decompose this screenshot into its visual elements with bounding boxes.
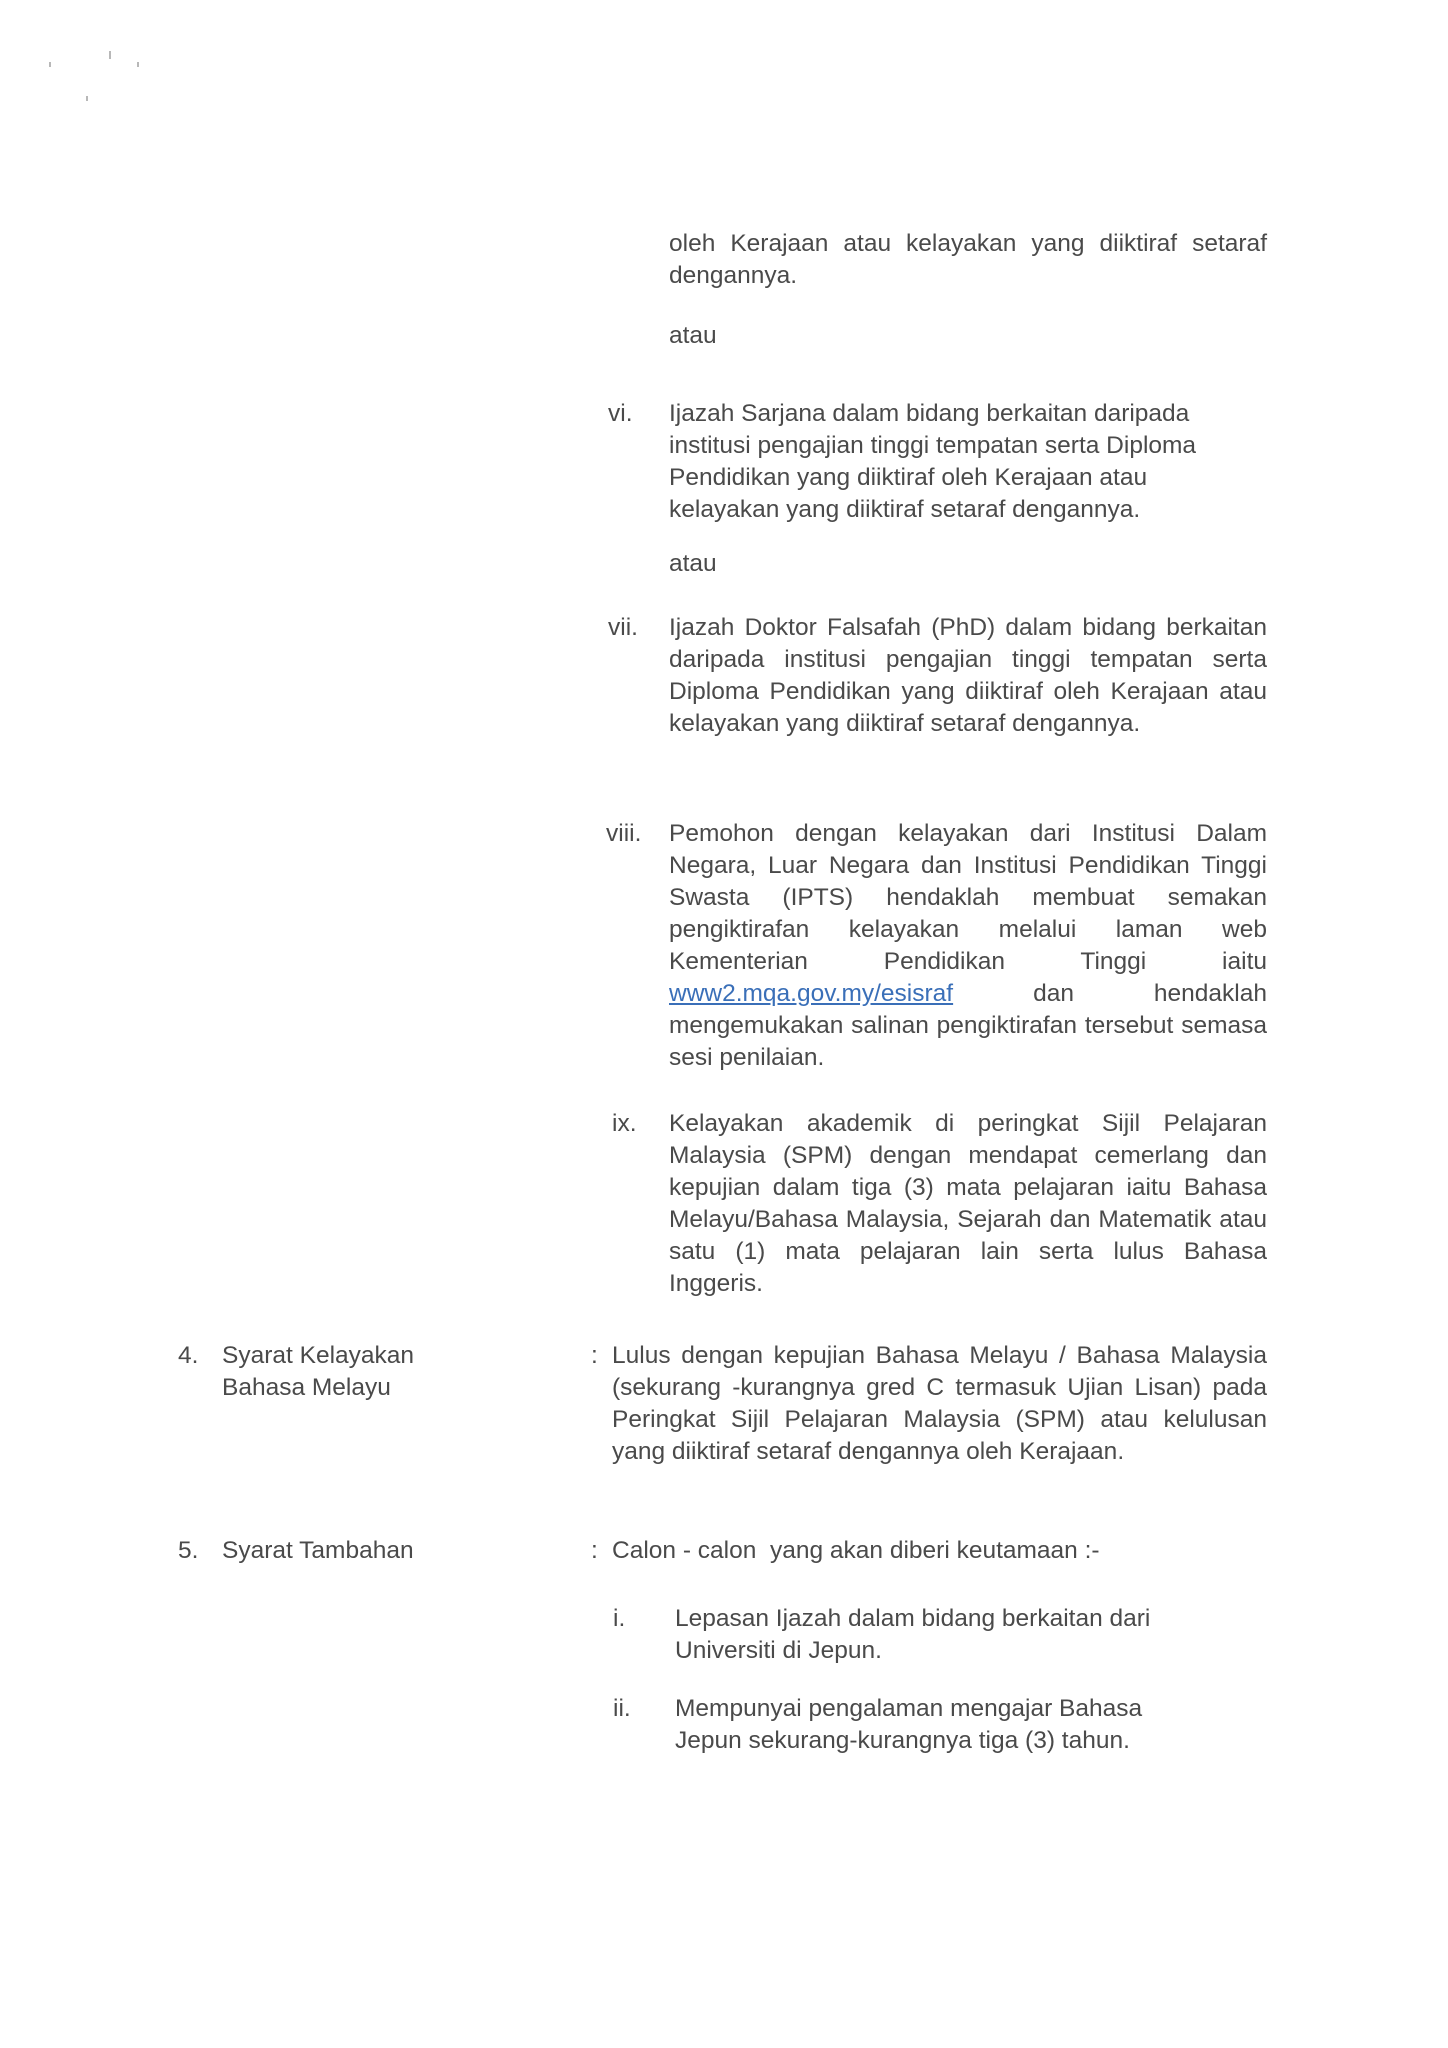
- section-5-item: [675, 1603, 1150, 1667]
- item-numeral-ix: ix.: [612, 1110, 637, 1137]
- section-4-text: Lulus dengan kepujian Bahasa Melayu / Bahasa Malaysia (sekurang -kurangnya gred C termasuk Ujian Lisan) pada Peringkat Sijil Pelajaran Malaysia (SPM) atau kelulusan yang diiktiraf setaraf dengannya oleh Kerajaan.: [612, 1342, 1267, 1465]
- section-5-item-numeral: ii.: [613, 1695, 631, 1722]
- section-4-label: [222, 1340, 562, 1404]
- item-numeral-vi: vi.: [608, 400, 633, 427]
- section-5-item-line: Mempunyai pengalaman mengajar Bahasa: [675, 1695, 1143, 1722]
- section-4-label-line1: Syarat Kelayakan: [222, 1342, 415, 1369]
- section-5-item-line: Jepun sekurang-kurangnya tiga (3) tahun.: [675, 1727, 1130, 1754]
- section-5-label: Syarat Tambahan: [222, 1537, 414, 1564]
- section-5-item-line: Lepasan Ijazah dalam bidang berkaitan dari: [675, 1605, 1151, 1632]
- esisraf-link[interactable]: www2.mqa.gov.my/esisraf: [669, 980, 954, 1007]
- section-4-number: 4.: [178, 1342, 199, 1369]
- scan-speck: [109, 51, 111, 59]
- section-5-item-numeral: i.: [613, 1605, 626, 1632]
- section-4-colon: :: [591, 1342, 598, 1369]
- or-separator: atau: [669, 322, 717, 349]
- item-viii-text-after: dan hendaklah mengemukakan salinan pengiktirafan tersebut semasa sesi penilaian.: [669, 980, 1267, 1071]
- item-viii-text-before: Pemohon dengan kelayakan dari Institusi Dalam Negara, Luar Negara dan Institusi Pendidikan Tinggi Swasta (IPTS) hendaklah membuat semakan pengiktirafan kelayakan melalui laman web Kementerian Pendidikan Tinggi iaitu: [669, 820, 1267, 975]
- item-vii-text: Ijazah Doktor Falsafah (PhD) dalam bidang berkaitan daripada institusi pengajian tinggi tempatan serta Diploma Pendidikan yang diiktiraf oleh Kerajaan atau kelayakan yang diiktiraf setaraf dengannya.: [669, 614, 1267, 737]
- scan-speck: [86, 96, 88, 101]
- continued-item-text: oleh Kerajaan atau kelayakan yang diiktiraf setaraf dengannya.: [669, 230, 1267, 289]
- item-viii-text: [669, 818, 1267, 1074]
- item-ix-text: Kelayakan akademik di peringkat Sijil Pelajaran Malaysia (SPM) dengan mendapat cemerlang dan kepujian dalam tiga (3) mata pelajaran iaitu Bahasa Melayu/Bahasa Malaysia, Sejarah dan Matematik atau satu (1) mata pelajaran lain serta lulus Bahasa Inggeris.: [669, 1110, 1267, 1297]
- item-numeral-vii: vii.: [608, 614, 638, 641]
- scan-speck: [49, 62, 51, 67]
- section-5-number: 5.: [178, 1537, 199, 1564]
- section-5-colon: :: [591, 1537, 598, 1564]
- section-5-item: [675, 1693, 1142, 1757]
- section-5-intro: Calon - calon yang akan diberi keutamaan :-: [612, 1537, 1100, 1564]
- section-5-item-line: Universiti di Jepun.: [675, 1637, 882, 1664]
- section-4-label-line2: Bahasa Melayu: [222, 1374, 391, 1401]
- scan-speck: [137, 62, 139, 67]
- or-separator: atau: [669, 550, 717, 577]
- item-numeral-viii: viii.: [606, 820, 642, 847]
- item-vi-text: Ijazah Sarjana dalam bidang berkaitan daripada institusi pengajian tinggi tempatan serta Diploma Pendidikan yang diiktiraf oleh Kerajaan atau kelayakan yang diiktiraf setaraf dengannya.: [669, 400, 1197, 523]
